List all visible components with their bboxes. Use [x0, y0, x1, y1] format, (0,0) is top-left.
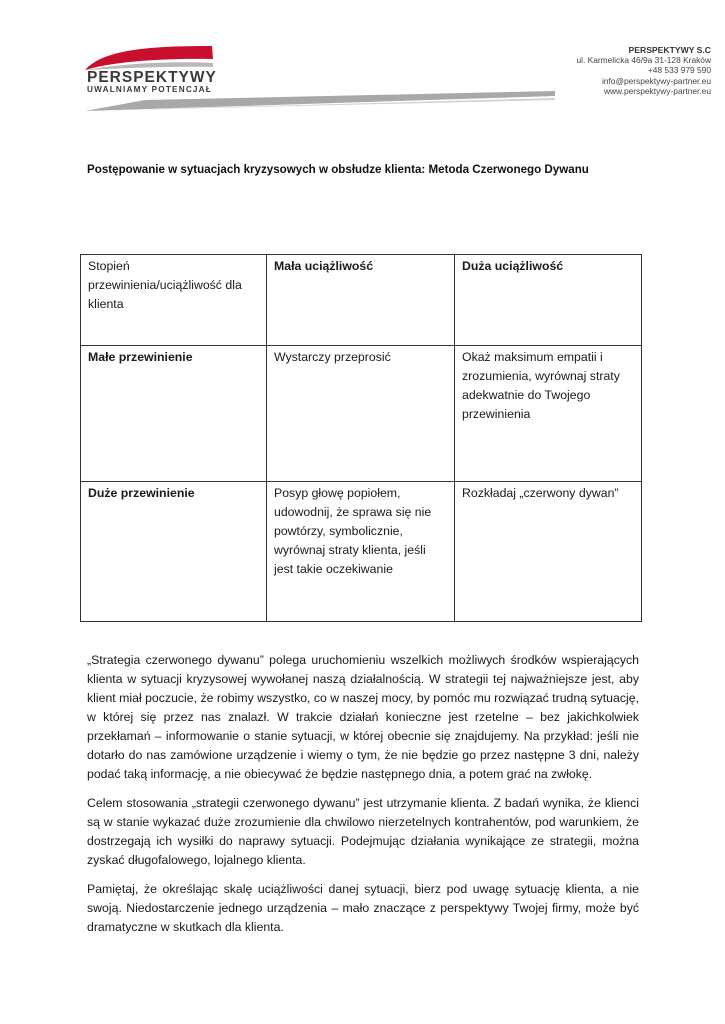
table-header-cell: Mała uciążliwość [267, 255, 455, 346]
table-row-label: Duże przewinienie [81, 482, 267, 622]
company-website: www.perspektywy-partner.eu [603, 85, 711, 96]
table-header-row [81, 255, 642, 346]
body-paragraph: Celem stosowania „strategii czerwonego dywanu” jest utrzymanie klienta. Z badań wynika, że klienci są w stanie wykazać duże zrozumienie dla chwilowo nierzetelnych kontrahentów, pod warunkiem, że dostrzegają ich wysiłki do naprawy sytuacji. Podejmując działania wynikające ze strategii, można zyskać długofalowego, lojalnego klienta. [87, 796, 639, 867]
logo-swoosh-graphic [85, 44, 220, 70]
brand-name: PERSPEKTYWY [87, 69, 217, 86]
table-cell: Wystarczy przeprosić [267, 346, 455, 482]
table-row-label: Małe przewinienie [81, 346, 267, 482]
header-gray-band [85, 91, 555, 111]
document-title: Postępowanie w sytuacjach kryzysowych w obsłudze klienta: Metoda Czerwonego Dywanu [87, 163, 589, 176]
table-row [81, 346, 642, 482]
company-logo [85, 44, 220, 70]
body-paragraph: „Strategia czerwonego dywanu” polega uruchomieniu wszelkich możliwych środków wspierających klienta w sytuacji kryzysowej wywołanej naszą działalnością. W strategii tej najważniejsze jest, aby klient miał poczucie, że robimy wszystko, co w naszej mocy, by pomóc mu rozwiązać trudną sytuację, w której się przez nas znalazł. W trakcie działań konieczne jest rzetelne – bez jakichkolwiek przekłamań – informowanie o stanie sytuacji, w której obecnie się znajdujemy. Na przykład: jeśli nie dotarło do nas zamówione urządzenie i wiemy o tym, że nie będzie go przez następne 3 dni, należy podać taką informację, a nie obiecywać że będzie następnego dnia, a potem grać na zwłokę. [87, 653, 639, 781]
table-header-cell: Duża uciążliwość [455, 255, 642, 346]
table-row [81, 482, 642, 622]
table-header-cell: Stopień przewinienia/uciążliwość dla klienta [81, 255, 267, 346]
contact-block [576, 45, 711, 96]
company-phone: +48 533 979 590 [647, 65, 711, 76]
strategy-table [80, 254, 642, 622]
table-cell: Rozkładaj „czerwony dywan” [455, 482, 642, 622]
brand-tagline: UWALNIAMY POTENCJAŁ [87, 85, 212, 94]
company-email: info@perspektywy-partner.eu [601, 75, 711, 86]
body-paragraph: Pamiętaj, że określając skalę uciążliwości danej sytuacji, bierz pod uwagę sytuację klienta, a nie swoją. Niedostarczenie jednego urządzenia – mało znaczące z perspektywy Twojej firmy, może być dramatyczne w skutkach dla klienta. [87, 882, 639, 934]
company-address: ul. Karmelicka 46/9a 31-128 Kraków [576, 55, 711, 66]
table-cell: Posyp głowę popiołem, udowodnij, że sprawa się nie powtórzy, symbolicznie, wyrównaj straty klienta, jeśli jest takie oczekiwanie [267, 482, 455, 622]
table-cell: Okaż maksimum empatii i zrozumienia, wyrównaj straty adekwatnie do Twojego przewinienia [455, 346, 642, 482]
company-name: PERSPEKTYWY S.C [628, 45, 711, 55]
